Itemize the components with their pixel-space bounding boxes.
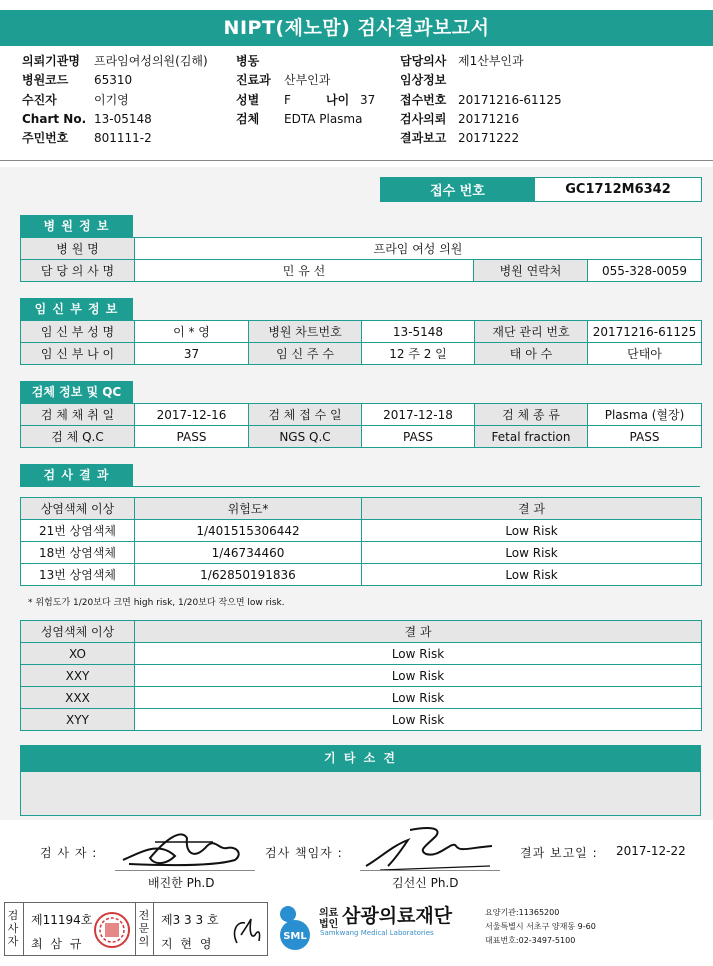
sex-name: XXX [21,687,135,709]
autosome-risk: 1/46734460 [135,542,362,564]
sex-name: XO [21,643,135,665]
responsible-label: 검사 책임자 : [265,846,343,860]
receive-label: 검 체 접 수 일 [249,404,362,426]
header-value: 20171216 [458,111,520,126]
remarks-body [20,772,701,816]
report-title: NIPT(제노맘) 검사결과보고서 [0,10,713,46]
sex-name: XXY [21,665,135,687]
header-col-3 [400,52,562,148]
doctor-label: 담 당 의 사 명 [21,260,135,282]
vertical-char: 사 [7,922,19,935]
header-value: EDTA Plasma [284,111,363,126]
collect-value: 2017-12-16 [135,404,249,426]
fetus-label: 태 아 수 [475,343,588,365]
footer [0,898,713,958]
org-name: 삼광의료재단 [342,905,453,927]
table-row [21,520,702,542]
report-date: 2017-12-22 [616,844,686,858]
weeks-label: 임 신 주 수 [249,343,362,365]
type-label: 검 체 종 류 [475,404,588,426]
header-label: 결과보고 [400,131,447,146]
pregnant-age-label: 임 신 부 나 이 [21,343,135,365]
section-results: 검 사 결 과 [20,464,133,486]
autosome-name: 21번 상염색체 [21,520,135,542]
specimen-table [20,403,702,448]
qc-value: PASS [135,426,249,448]
sml-logo-icon [272,904,318,950]
header-label: 병원코드 [22,73,69,88]
weeks-value: 12 주 2 일 [362,343,475,365]
header-col-1 [22,52,208,148]
corp-char: 의료 [319,908,339,919]
qc-label: 검 체 Q.C [21,426,135,448]
sex-result: Low Risk [135,665,702,687]
result-header: 결 과 [362,498,702,520]
header-value: 13-05148 [94,111,152,126]
autosome-name: 13번 상염색체 [21,564,135,586]
logo-text: SML [283,931,307,942]
autosome-name: 18번 상염색체 [21,542,135,564]
box2-name: 지 현 영 [161,937,214,951]
pregnant-name-value: 이 * 영 [135,321,249,343]
responsible-name: 김선신 Ph.D [392,876,459,890]
table-row [21,542,702,564]
table-row [21,564,702,586]
header-label: 성별 [236,92,260,107]
sex-result: Low Risk [135,643,702,665]
responsible-sign-line [360,870,500,871]
license-box [4,902,268,956]
tester-sign-line [115,870,255,871]
header-label: 검체 [236,111,260,126]
sex-result: Low Risk [135,709,702,731]
header-label: 주민번호 [22,131,69,146]
info-line: 대표번호:02-3497-5100 [485,936,576,945]
tester-name: 배진한 Ph.D [148,876,215,890]
table-row [21,643,702,665]
autosome-risk: 1/62850191836 [135,564,362,586]
box1-license-no: 제11194호 [31,913,93,927]
receive-value: 2017-12-18 [362,404,475,426]
section-hospital: 병 원 정 보 [20,215,133,237]
corp-label [319,908,338,930]
ff-value: PASS [588,426,702,448]
header-col-2 [236,52,375,129]
autosome-result: Low Risk [362,542,702,564]
sex-result: Low Risk [135,687,702,709]
tester-signature [115,820,255,872]
table-row [21,687,702,709]
box2-vertical [137,909,151,948]
autosome-table [20,497,702,586]
box1-name: 최 삼 규 [31,937,84,951]
vertical-char: 의 [138,935,150,948]
header-label: 검사의뢰 [400,111,447,126]
risk-header: 위험도* [135,498,362,520]
type-value: Plasma (혈장) [588,404,702,426]
age-label: 나이 [326,92,350,107]
chart-value: 13-5148 [362,321,475,343]
doctor-value: 민 유 선 [135,260,474,282]
ff-label: Fetal fraction [475,426,588,448]
header-label: 임상정보 [400,73,447,88]
info-line: 요양기관:11365200 [485,908,560,917]
autosome-result: Low Risk [362,520,702,542]
receipt-label: 접수 번호 [381,178,535,202]
hospital-table [20,237,702,282]
section-pregnant: 임 신 부 정 보 [20,298,133,320]
report-date-label: 결과 보고일 : [520,846,598,860]
tester-label: 검 사 자 : [40,846,98,860]
header-value: 제1산부인과 [458,54,524,68]
vertical-char: 문 [138,922,150,935]
box1-vertical [6,909,20,948]
vertical-char: 전 [138,909,150,922]
risk-note: * 위험도가 1/20보다 크면 high risk, 1/20보다 작으면 low risk. [28,598,285,608]
table-row [21,709,702,731]
header-value: 이기영 [94,92,129,107]
pregnant-name-label: 임 신 부 성 명 [21,321,135,343]
header-divider [0,160,713,161]
vertical-char: 자 [7,935,19,948]
header-value: F [284,92,291,107]
collect-label: 검 체 채 취 일 [21,404,135,426]
header-value: 801111-2 [94,131,152,146]
pregnant-age-value: 37 [135,343,249,365]
header-label: 병동 [236,54,260,68]
header-label: 접수번호 [400,92,447,107]
mgmt-value: 20171216-61125 [588,321,702,343]
header-label: 수진자 [22,92,57,107]
seal-stamp-icon [93,911,131,949]
contact-value: 055-328-0059 [588,260,702,282]
remarks-title: 기 타 소 견 [20,745,701,772]
chart-label: 병원 차트번호 [249,321,362,343]
fetus-value: 단태아 [588,343,702,365]
section-specimen: 검체 정보 및 QC [20,381,133,403]
ngs-label: NGS Q.C [249,426,362,448]
box2-license-no: 제3 3 3 호 [161,913,219,927]
vertical-char: 검 [7,909,19,922]
receipt-number: GC1712M6342 [535,178,702,202]
header-value: 산부인과 [284,73,331,88]
header-value: 20171222 [458,131,520,146]
header-label: 진료과 [236,73,271,88]
header-value: 프라임여성의원(김해) [94,54,208,68]
header-value: 65310 [94,73,133,88]
sex-header: 성염색체 이상 [21,621,135,643]
header-value: 20171216-61125 [458,92,562,107]
sex-chromosome-table [20,620,702,731]
info-line: 서울특별시 서초구 양재동 9-60 [485,922,596,931]
contact-label: 병원 연락처 [474,260,588,282]
autosome-header: 상염색체 이상 [21,498,135,520]
sex-result-header: 결 과 [135,621,702,643]
receipt-table [380,177,702,202]
header-label: 담당의사 [400,54,447,68]
corp-char: 법인 [319,919,339,930]
patient-header [0,52,713,162]
pregnant-table [20,320,702,365]
specialist-signature [227,913,263,949]
responsible-signature [360,822,500,874]
mgmt-label: 재단 관리 번호 [475,321,588,343]
org-english: Samkwang Medical Laboratories [320,929,434,937]
header-label: 의뢰기관명 [22,54,80,68]
age-value: 37 [360,92,376,107]
autosome-risk: 1/401515306442 [135,520,362,542]
ngs-value: PASS [362,426,475,448]
table-row [21,665,702,687]
hospital-name-value: 프라임 여성 의원 [135,238,702,260]
hospital-name-label: 병 원 명 [21,238,135,260]
org-info [485,906,596,948]
sex-name: XYY [21,709,135,731]
header-label: Chart No. [22,111,87,126]
autosome-result: Low Risk [362,564,702,586]
